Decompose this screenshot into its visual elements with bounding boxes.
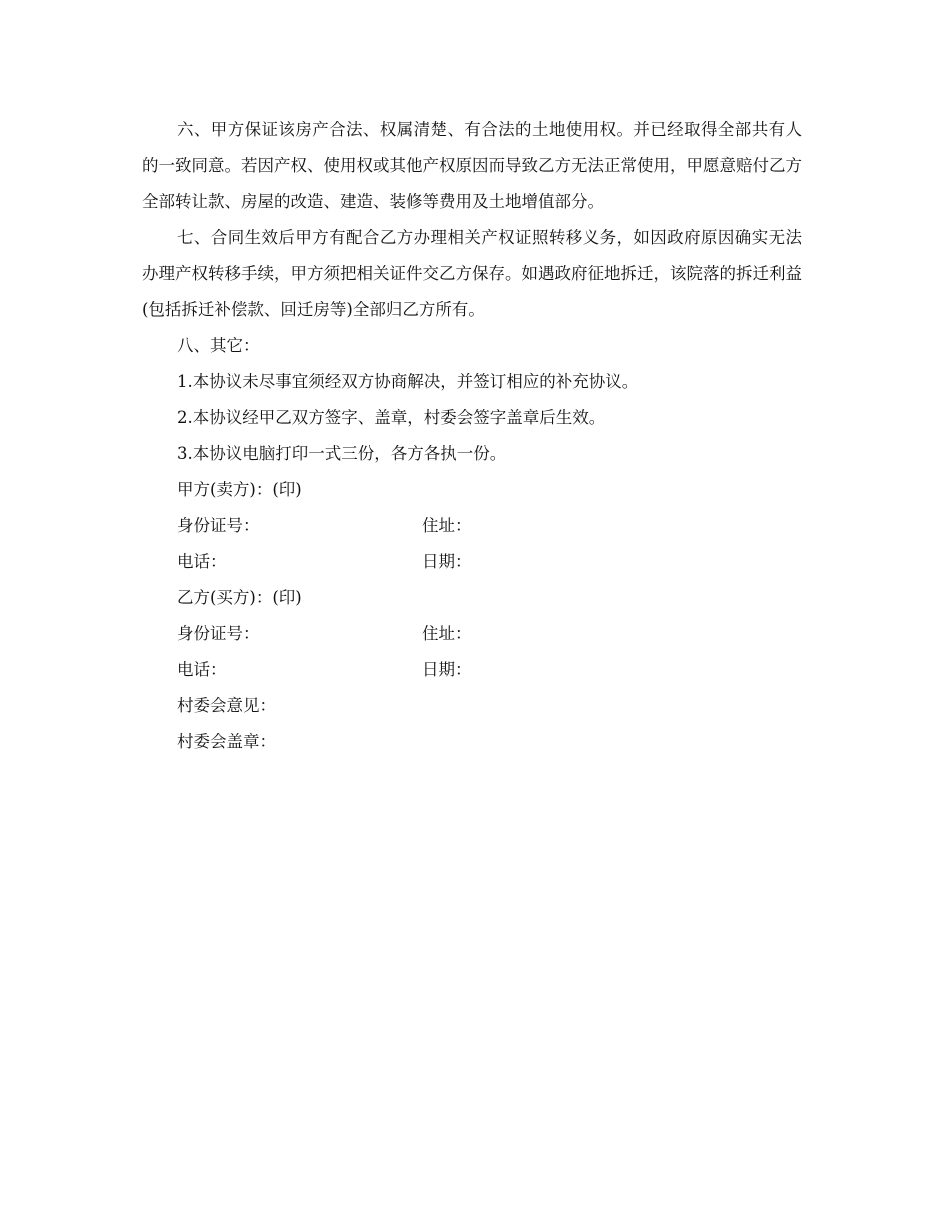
party-b-phone-label: 电话：: [177, 660, 227, 679]
party-a-address-label: 住址：: [422, 516, 472, 535]
party-a-phone-row: [142, 544, 802, 580]
party-a-title: 甲方(卖方)：(印): [177, 480, 302, 499]
clause-8-item-2: 2.本协议经甲乙双方签字、盖章，村委会签字盖章后生效。: [177, 408, 606, 427]
party-b-title: 乙方(买方)：(印): [177, 588, 302, 607]
village-seal-label: 村委会盖章：: [177, 732, 276, 751]
party-b-phone-row: [142, 652, 802, 688]
party-a-phone-label: 电话：: [177, 552, 227, 571]
party-a-id-row: [142, 508, 802, 544]
party-b-address-label: 住址：: [422, 624, 472, 643]
party-a-date-label: 日期：: [422, 552, 472, 571]
party-b-id-row: [142, 616, 802, 652]
document-body: [142, 112, 802, 760]
party-b-date-label: 日期：: [422, 660, 472, 679]
village-opinion-label: 村委会意见：: [177, 696, 276, 715]
party-a-id-label: 身份证号：: [177, 516, 260, 535]
clause-8-item-3: 3.本协议电脑打印一式三份，各方各执一份。: [177, 444, 507, 463]
clause-7: 七、合同生效后甲方有配合乙方办理相关产权证照转移义务，如因政府原因确实无法办理产权转移手续，甲方须把相关证件交乙方保存。如遇政府征地拆迁，该院落的拆迁利益(包括拆迁补偿款、回迁房等)全部归乙方所有。: [142, 228, 802, 319]
clause-6: 六、甲方保证该房产合法、权属清楚、有合法的土地使用权。并已经取得全部共有人的一致同意。若因产权、使用权或其他产权原因而导致乙方无法正常使用，甲愿意赔付乙方全部转让款、房屋的改造、建造、装修等费用及土地增值部分。: [142, 120, 802, 211]
clause-8-item-1: 1.本协议未尽事宜须经双方协商解决，并签订相应的补充协议。: [177, 372, 639, 391]
clause-8-title: 八、其它：: [177, 336, 260, 355]
party-b-id-label: 身份证号：: [177, 624, 260, 643]
